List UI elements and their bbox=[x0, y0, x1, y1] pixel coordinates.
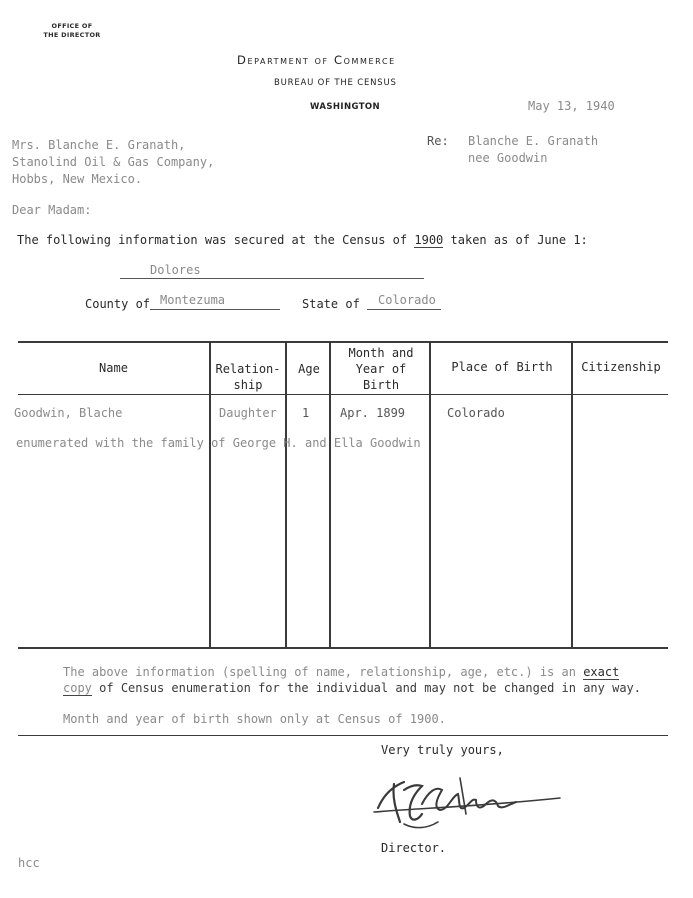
header-name: Name bbox=[99, 361, 128, 375]
header-place-of-birth: Place of Birth bbox=[451, 360, 553, 374]
salutation: Dear Madam: bbox=[12, 203, 92, 217]
footer-note-copy: copy bbox=[63, 681, 92, 695]
re-line-1: Blanche E. Granath bbox=[468, 134, 599, 148]
addressee-line-3: Hobbs, New Mexico. bbox=[12, 172, 143, 186]
typist-initials: hcc bbox=[18, 856, 40, 870]
header-relationship bbox=[209, 361, 287, 393]
district-value: Dolores bbox=[150, 263, 201, 277]
county-value: Montezuma bbox=[160, 293, 226, 307]
director-signature bbox=[364, 764, 564, 836]
intro-text: The following information was secured at the Census of bbox=[17, 233, 408, 247]
enumeration-note: enumerated with the family of George H. and Ella Goodwin bbox=[16, 436, 421, 450]
office-of-label bbox=[30, 22, 114, 40]
intro-suffix: taken as of June 1: bbox=[450, 233, 588, 247]
header-month-line-1: Month and bbox=[348, 346, 414, 360]
footer-note-2: Month and year of birth shown only at Census of 1900. bbox=[63, 712, 446, 726]
re-label: Re: bbox=[427, 134, 449, 148]
header-age: Age bbox=[298, 362, 320, 376]
census-year: 1900 bbox=[414, 233, 444, 247]
valediction: Very truly yours, bbox=[381, 743, 504, 757]
header-citizenship: Citizenship bbox=[581, 360, 661, 374]
header-relationship-line-1: Relation- bbox=[215, 362, 281, 376]
re-line-2: nee Goodwin bbox=[468, 151, 548, 165]
cell-name: Goodwin, Blache bbox=[14, 406, 123, 420]
state-value: Colorado bbox=[378, 293, 436, 307]
header-month-year bbox=[331, 345, 431, 393]
office-line-2: THE DIRECTOR bbox=[43, 31, 101, 39]
cell-age: 1 bbox=[302, 406, 310, 420]
cell-birth: Apr. 1899 bbox=[340, 406, 406, 420]
cell-relationship: Daughter bbox=[219, 406, 277, 420]
header-relationship-line-2: ship bbox=[233, 378, 263, 392]
footer-note-1-text-b: of Census enumeration for the individual and may not be changed in any way. bbox=[99, 681, 641, 695]
state-underline bbox=[367, 309, 441, 310]
column-divider-5 bbox=[571, 342, 573, 648]
addressee-line-2: Stanolind Oil & Gas Company, bbox=[12, 155, 215, 169]
footer-note-1-cont bbox=[63, 681, 641, 695]
county-label: County of bbox=[85, 297, 151, 311]
cell-place: Colorado bbox=[447, 406, 505, 420]
director-title: Director. bbox=[381, 841, 447, 855]
letter-date: May 13, 1940 bbox=[528, 99, 615, 113]
footer-rule bbox=[18, 735, 668, 736]
footer-note-1 bbox=[63, 665, 619, 679]
district-underline bbox=[120, 278, 424, 279]
footer-note-1-text: The above information (spelling of name, relationship, age, etc.) is an bbox=[63, 665, 576, 679]
header-month-line-2: Year of bbox=[355, 362, 407, 376]
department-name: Department of Commerce bbox=[237, 53, 396, 67]
signature-scrawl bbox=[364, 764, 564, 836]
county-underline bbox=[150, 309, 280, 310]
footer-note-exact: exact bbox=[583, 665, 620, 679]
intro-sentence bbox=[17, 233, 588, 247]
addressee-line-1: Mrs. Blanche E. Granath, bbox=[12, 138, 186, 152]
city-name: WASHINGTON bbox=[310, 102, 381, 112]
header-month-line-3: Birth bbox=[362, 378, 400, 392]
state-label: State of bbox=[302, 297, 360, 311]
bureau-name: BUREAU OF THE CENSUS bbox=[274, 78, 397, 88]
office-line-1: OFFICE OF bbox=[51, 22, 93, 30]
